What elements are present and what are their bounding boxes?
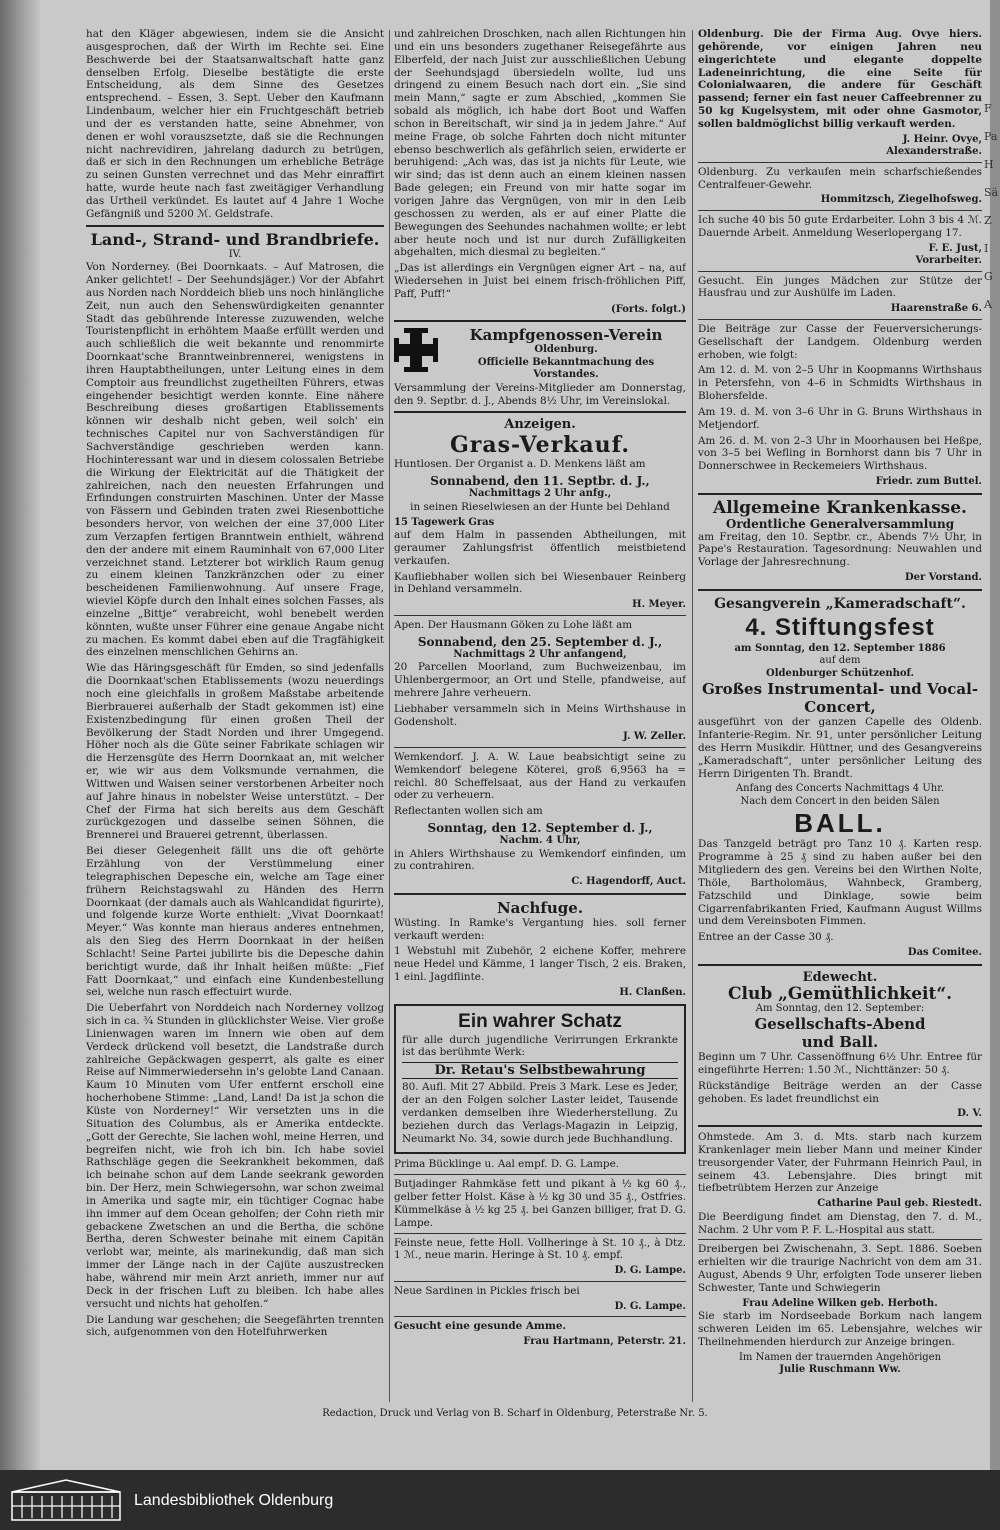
ad-text: Anfang des Concerts Nachmittags 4 Uhr. — [735, 783, 945, 795]
ad-headline: 4. Stiftungsfest — [745, 613, 935, 641]
ad-signature: F. E. Just, — [928, 242, 982, 254]
ad-date: Sonnabend, den 25. September d. J., — [417, 634, 663, 649]
ad-text: Am 19. d. M. von 3–6 Uhr in G. Bruns Wirthshaus in Metjendorf. — [698, 405, 982, 431]
library-building-icon — [10, 1478, 122, 1522]
ad-text: Am 26. d. M. von 2–3 Uhr in Moorhausen bei Heßpe, von 3–5 bei Wefling in Bornhorst dann bis 7 Uhr in Donnerschwee in Reckemeiers Wirthshaus. — [698, 434, 982, 473]
divider — [698, 1125, 982, 1127]
ad-text: Wüsting. In Ramke's Vergantung hies. soll ferner verkauft werden: — [394, 916, 686, 942]
divider — [698, 319, 982, 320]
divider — [698, 162, 982, 163]
imprint-line: Redaction, Druck und Verlag von B. Scharf in Oldenburg, Peterstraße Nr. 5. — [322, 1408, 708, 1419]
ad-text: Kaufliebhaber wollen sich bei Wiesenbauer Reinberg in Dehland versammeln. — [394, 570, 686, 596]
ad-text: Entree an der Casse 30 ₰. — [698, 931, 834, 944]
ad-signature: Alexanderstraße. — [886, 146, 982, 158]
ad-headline: und Ball. — [801, 1033, 879, 1052]
ad-text: Prima Bücklinge u. Aal empf. D. G. Lampe. — [394, 1158, 620, 1171]
ad-text: Wemkendorf. J. A. W. Laue beabsichtigt seine zu Wemkendorf belegene Köterei, groß 6,9563 ha = reichl. 80 Scheffelsaat, aus der Hand zu verkaufen oder zu verheuern. — [394, 750, 686, 802]
ad-signature: Der Vorstand. — [904, 572, 982, 584]
ad-time: Nachm. 4 Uhr, — [499, 835, 581, 847]
divider — [394, 1316, 686, 1317]
divider — [394, 747, 686, 748]
ad-text: Versammlung der Vereins-Mitglieder am Donnerstag, den 9. Septbr. d. J., Abends 8½ Uhr, im Vereinslokal. — [394, 381, 686, 407]
ad-signature: J. Heinr. Ovye, — [902, 133, 982, 145]
article-paragraph: Von Norderney. (Bei Doornkaats. – Auf Matrosen, die Anker gelichtet! – Der Seehundsjäger.) Vor der Abfahrt aus Norden nach Norddeich blieb uns noch hinlängliche Zeit, nun auch den Sehenswürdigkeiten genannter Stadt das gebührende Interesse zuzuwenden, welche Touristenpflicht in erhöhtem Maaße erfüllt werden und auch schließlich die weit bekannte und renommirte Doornkaat'sche Branntweinbrennerei, wenigstens in ihren Hauptabtheilungen, unter Leitung eines in dem Comptoir aus freundlichst zugetheilten Führers, etwas eingehender besichtigt werden konnte. Eine nähere Beschreibung dieses großartigen Etablissements können wir deshalb nicht geben, weil solch' ein technisches Capitel nur von Sachverständigen für Sachverständige geschrieben werden kann. Hochinteressant war und in diesem colossalen Betriebe die Wirkung der Elektricität auf die Thätigkeit der zahlreichen, nach den neuesten Erfahrungen und Erfindungen construirten Maschinen. Unter der Masse von Fässern und Gebinden traten zwei Riesenbottiche besonders hervor, von welchen der eine 37,000 Liter zum Verzapfen fertigen Branntwein enthielt, während den der andere mit einem Rauminhalt von 67,000 Liter verzeichnet stand. Letzterer bot wirklich Raum genug zu einem kleinen Tanzkränzchen oder zu einer bescheidenen Familienwohnung. Auf unsere Frage, wieviel Köpfe durch den Inhalt eines solchen Fasses, als einzelne „Bittje“ verabreicht, wohl benebelt werden könnten, wußte unser Führer eine genaue Angabe nicht zu machen. Es kommt dabei eben auf die Tragfähigkeit des einzelnen menschlichen Gehirns an. — [86, 261, 384, 659]
ad-date: Sonntag, den 12. September d. J., — [427, 821, 653, 836]
ad-text: Neue Sardinen in Pickles frisch bei — [394, 1284, 580, 1297]
ad-headline: Gesellschafts-Abend — [754, 1015, 926, 1034]
ad-signature: Julie Ruschmann Ww. — [779, 1364, 901, 1376]
ad-text: 20 Parcellen Moorland, zum Buchweizenbau, im Uhlenbergermoor, an Ort und Stelle, pfandweise, auf mehrere Jahre verheuern. — [394, 661, 686, 699]
ad-venue: Oldenburger Schützenhof. — [766, 667, 914, 679]
ad-signature: Friedr. zum Buttel. — [875, 476, 982, 488]
ad-text: Feinste neue, fette Holl. Vollheringe à St. 10 ₰., à Dtz. 1 ℳ., neue marin. Heringe à St. 10 ₰. empf. — [394, 1236, 686, 1262]
ad-text: in Ahlers Wirthshause zu Wemkendorf einfinden, um zu contrahiren. — [394, 847, 686, 873]
article-paragraph: hat den Kläger abgewiesen, indem sie die Ansicht ausgesprochen, daß der Wirth im Rechte sei. Eine Beschwerde bei der Staatsanwaltschaft hatte ganz denselben Erfolg. Dieselbe bestätigte die erste Entscheidung, als dem Sinne des Gesetzes entsprechend. – Essen, 3. Sept. Ueber den Kaufmann Lindenbaum, welcher hier ein Fruchtgeschäft betrieb und der es verstanden hatte, seine Abnehmer, von denen er wohl vorauszsetzte, daß sie die Rechnungen nicht nachrevidiren, jahrelang dadurch zu betrügen, daß er sich in den Rechnungen um erhebliche Beträge zu seinen Gunsten verrechnet und das Mehr einraffirt hatte, wurde heute nach fast zweitägiger Verhandlung das Urtheil verkündet. Es lautet auf 4 Jahre 1 Woche Gefängniß und 5200 ℳ. Geldstrafe. — [86, 28, 384, 220]
death-notice: Ohmstede. Am 3. d. Mts. starb nach kurzem Krankenlager mein lieber Mann und meiner Kinder treusorgender Vater, der Fuhrmann Heinrich Paul, in seinem 43. Lebensjahre. Dies bringt mit tiefbetrübtem Herzen zur Anzeige — [698, 1130, 982, 1195]
continuation-note: (Forts. folgt.) — [610, 303, 686, 315]
ad-text: Beginn um 7 Uhr. Cassenöffnung 6½ Uhr. Entree für eingeführte Herren: 1.50 ℳ., Nichttänzer: 50 ₰. — [698, 1051, 982, 1076]
ad-text: Huntlosen. Der Organist a. D. Menkens läßt am — [394, 458, 646, 471]
ad-text: am Freitag, den 10. Septbr. cr., Abends 7½ Uhr, in Pape's Restauration. Tagesordnung: Neuwahlen und Vorlage der Jahresrechnung. — [698, 530, 982, 569]
divider — [698, 589, 982, 591]
ad-text: ausgeführt von der ganzen Capelle des Oldenb. Infanterie-Regim. Nr. 91, unter persönlicher Leitung des Herrn Musikdir. Hüttner, und des Gesangvereins „Kameradschaft“, unter persönlicher Leitung des Herrn Dirigenten Th. Brandt. — [698, 716, 982, 780]
ad-time: Nachmittags 2 Uhr anfangend, — [453, 648, 627, 660]
article-paragraph: „Das ist allerdings ein Vergnügen eigner Art – na, auf Wiedersehen in Juist bei einem frisch-fröhlichen Piff, Paff, Puff!“ — [394, 262, 686, 300]
ad-text: Apen. Der Hausmann Göken zu Lohe läßt am — [394, 618, 633, 631]
book-title: Dr. Retau's Selbstbewahrung — [402, 1062, 678, 1079]
column-right — [698, 28, 982, 1406]
divider — [698, 210, 982, 211]
ad-time: Nachmittags 2 Uhr anfg., — [468, 488, 612, 500]
death-notice: Dreibergen bei Zwischenahn, 3. Sept. 1886. Soeben erhielten wir die traurige Nachricht von dem am 31. August, Abends 9 Uhr, erfolgten Tode unserer lieben Schwester, Tante und Schwiegerin — [698, 1243, 982, 1294]
ad-signature: Haarenstraße 6. — [890, 303, 982, 315]
section-heading: Land-, Strand- und Brandbriefe. — [90, 229, 380, 249]
ad-signature: H. Clanßen. — [619, 987, 686, 998]
ad-headline: Gesangverein „Kameradschaft“. — [714, 595, 966, 612]
ad-signature: D. V. — [957, 1108, 982, 1120]
section-heading: Anzeigen. — [504, 417, 576, 433]
ad-city: Edewecht. — [802, 969, 878, 985]
ad-text: auf dem Halm in passenden Abtheilungen, mit geraumer Zahlungsfrist öffentlich meistbietend verkaufen. — [394, 529, 686, 567]
ad-text: Das Tanzgeld beträgt pro Tanz 10 ₰. Karten resp. Programme à 25 ₰ sind zu haben außer bei den Mitgliedern des gen. Vereins bei den Wirthen Nolte, Thöle, Bartholomäus, Wahnbeck, Gramberg, Fatzschild und Dinklage, sowie beim Cigarrenfabrikanten Fried, Kaufmann August Willms und dem Vereinsboten Fimmen. — [698, 838, 982, 928]
ad-signature: J. W. Zeller. — [622, 731, 686, 743]
ad-signature: Vorarbeiter. — [915, 255, 982, 267]
ad-text: Oldenburg. Die der Firma Aug. Ovye hiers. gehörende, vor einigen Jahren neu eingerichtete und elegante doppelte Ladeneinrichtung, die eine Seite für Colonialwaaren, die andere für Geschäft passend; ferner ein fast neuer Caffeebrenner zu 50 kg Kugelsystem, mit oder ohne Gasmotor, sollen baldmöglichst billig verkauft werden. — [698, 28, 982, 130]
ad-headline: Ein wahrer Schatz — [458, 1010, 622, 1032]
divider — [698, 493, 982, 495]
death-notice-name: Frau Adeline Wilken geb. Herboth. — [742, 1297, 938, 1309]
ad-text: 1 Webstuhl mit Zubehör, 2 eichene Koffer, mehrere neue Hedel und Kämme, 1 langer Tisch, 2 eis. Braken, 1 einl. Jagdflinte. — [394, 945, 686, 984]
ad-headline: Gras-Verkauf. — [449, 432, 631, 459]
next-page-edge-text: F Pa H Sä Z I G A — [984, 102, 999, 311]
column-left — [86, 28, 384, 1406]
ad-signature: Frau Hartmann, Peterstr. 21. — [523, 1336, 686, 1347]
death-notice: Im Namen der trauernden Angehörigen — [738, 1351, 942, 1363]
library-name[interactable]: Landesbibliothek Oldenburg — [134, 1492, 334, 1509]
ad-text: in seinen Rieselwiesen an der Hunte bei Dehland — [410, 500, 670, 513]
ad-text: Ich suche 40 bis 50 gute Erdarbeiter. Lohn 3 bis 4 ℳ. Dauernde Arbeit. Anmeldung Weserlopergang 17. — [698, 213, 982, 239]
ad-headline: Club „Gemüthlichkeit“. — [727, 983, 953, 1004]
article-paragraph: Wie das Häringsgeschäft für Emden, so sind jedenfalls die Doornkaat'schen Etablissements (wozu neuerdings noch eine gleichfalls in großem Maßstabe arbeitende Bierbrauerei außerhalb der Stadt gekommen ist) eine Existenzbedingung für einen großen Theil der Bevölkerung der Stadt Norden und ihrer Umgegend. Höher noch als die Güte seiner Fabrikate schlagen wir die Herzensgüte des Herrn Doornkaat an, mit welcher er, wie wir aus dem Volksmunde vernahmen, die Wittwen und Waisen seiner verstorbenen Arbeiter noch auf Jahre hinaus in nobelster Weise unterstützt. – Der Chef der Firma hat sich bereits aus dem Geschäft zurückgezogen und dasselbe seinen Söhnen, die Brennerei und Brauerei getrennt, überlassen. — [86, 662, 384, 842]
ad-headline: BALL. — [794, 808, 886, 839]
ad-headline: Nachfuge. — [496, 898, 584, 917]
ad-signature: Catharine Paul geb. Riestedt. — [817, 1198, 982, 1210]
ad-text: Oldenburg. Zu verkaufen mein scharfschießendes Centralfeuer-Gewehr. — [698, 165, 982, 191]
divider — [86, 225, 384, 227]
divider — [698, 1239, 982, 1240]
ad-text: Gesucht. Ein junges Mädchen zur Stütze der Hausfrau und zur Aushülfe im Laden. — [698, 274, 982, 300]
iron-cross-icon — [394, 328, 438, 372]
ad-signature: Hommitzsch, Ziegelhofsweg. — [820, 194, 982, 206]
column-rule — [692, 30, 693, 1402]
article-paragraph: Bei dieser Gelegenheit fällt uns die oft gehörte Erzählung von der Verstümmelung einer telegraphischen Depesche ein, welche am Tage einer frühern Reichstagswahl zu Händen des Herrn Doornkaat (der damals auch als Wahlcandidat figurirte), und folgende kurze Worte enthielt: „Vivat Doornkaat! Meyer.“ Was konnte man hieraus anderes entnehmen, als den Sieg des Herrn Doornkaat in der heißen Schlacht! Seine Partei jubilirte bis die Depesche dahin berichtigt wurde, daß ihr Inhalt heißen müßte: „Fief Fatt Doornkaat,“ und einfach eine Kundenbestellung sei, welche nun rasch effectuirt wurde. — [86, 845, 384, 999]
ad-text: Am 12. d. M. von 2–5 Uhr in Koopmanns Wirthshaus in Petersfehn, von 4–6 in Schmidts Wirthshaus in Blohersfelde. — [698, 364, 982, 403]
divider — [394, 320, 686, 322]
column-middle — [394, 28, 686, 1406]
divider — [394, 1233, 686, 1234]
ad-kampfgenossen — [394, 326, 686, 407]
ad-text: Nach dem Concert in den beiden Sälen — [740, 795, 940, 807]
ad-title: Kampfgenossen-Verein — [469, 326, 663, 345]
ad-signature: H. Meyer. — [632, 599, 686, 611]
ad-date: Am Sonntag, den 12. September: — [755, 1002, 925, 1014]
ad-text: Liebhaber versammeln sich in Meins Wirthshause in Godensholt. — [394, 702, 686, 728]
divider — [394, 615, 686, 616]
ad-text: 80. Aufl. Mit 27 Abbild. Preis 3 Mark. Lese es Jeder, der an den Folgen solcher Laster leidet, Tausende verdanken demselben ihre Wiederherstellung. Zu beziehen durch das Verlags-Magazin in Leipzig, Neumarkt No. 34, sowie durch jede Buchhandlung. — [402, 1081, 678, 1145]
article-paragraph: Die Landung war geschehen; die Seegefährten trennten sich, aufgenommen von den Hotelfuhrwerken — [86, 1313, 384, 1339]
section-number: IV. — [228, 248, 242, 260]
ad-text: auf dem — [819, 655, 861, 667]
ad-date: Sonnabend, den 11. Septbr. d. J., — [430, 474, 650, 489]
ad-highlight: 15 Tagewerk Gras — [394, 516, 495, 528]
article-paragraph: und zahlreichen Droschken, nach allen Richtungen hin und ein uns besonders zugethaner Reisegefährte aus Elberfeld, der nach Juist zur ausschließlichen Uebung der Seehundsjagd übersiedeln wollte, lud uns dringend zu einem Besuch nach dort ein. „Sie sind mein Mann,“ sagte er zum Abschied, „kommen Sie sobald als möglich, ich habe dort Boot und Waffen schon in Bereitschaft, wir sind ja in jedem Jahre.“ Auf meine Frage, ob solche Fahrten doch nicht mitunter ebenso beschwerlich als gefährlich seien, erwiderte er beruhigend: „Ach was, das ist ja nichts für Leute, wie wir sind; das ist denn auch an einem kleinen nassen Bade gelegen; ein Freund von mir hatte sogar im vorigen Jahre das Vergnügen, von mir in den Leib geschossen zu werden, als er auf einer Platte die Bewegungen des Seehundes nachahmen wollte; er lebt aber heute noch und ist nur durch Zufälligkeiten abgehalten, mich diesmal zu begleiten.“ — [394, 28, 686, 259]
ad-subtitle: Officielle Bekanntmachung des Vorstandes. — [477, 356, 655, 381]
divider — [394, 893, 686, 895]
divider — [698, 271, 982, 272]
divider — [394, 411, 686, 413]
ad-date: am Sonntag, den 12. September 1886 — [734, 642, 946, 654]
ad-box-schatz — [394, 1004, 686, 1155]
ad-headline: Allgemeine Krankenkasse. — [713, 497, 967, 518]
death-notice: Die Beerdigung findet am Dienstag, den 7. d. M., Nachm. 2 Uhr vom P. F. L.-Hospital aus statt. — [698, 1210, 982, 1236]
ad-text: Die Beiträge zur Casse der Feuerversicherungs-Gesellschaft der Landgem. Oldenburg werden erhoben, wie folgt: — [698, 322, 982, 361]
ad-signature: D. G. Lampe. — [614, 1265, 686, 1277]
ad-text: für alle durch jugendliche Verirrungen Erkrankte ist das berühmte Werk: — [402, 1033, 678, 1059]
ad-text: Gesucht eine gesunde Amme. — [394, 1320, 567, 1333]
ad-signature: Das Comitee. — [907, 947, 982, 959]
book-spine — [0, 0, 40, 1470]
divider — [394, 1281, 686, 1282]
ad-signature: D. G. Lampe. — [614, 1300, 686, 1312]
article-paragraph: Die Ueberfahrt von Norddeich nach Norderney vollzog sich in ca. ¾ Stunden in glücklichster Weise. Vier große Linienwagen waren im Innern wie oben auf dem Verdeck drückend voll besetzt, die Landstraße durch zahlreiche Gepäckwagen gesperrt, als galte es einer Reise auf Nimmerwiedersehn in's gelobte Land Canaan. Kaum 10 Minuten vom Ufer entfernt erscholl eine hocherhobene Stimme: „Land, Land! Da ist ja schon die Küste von Norderney!“ Wir versetzten uns in die Situation des Columbus, als er Amerika entdeckte. „Gott der Gerechte, Sie lachen wohl, meine Herren, und begreifen nicht, wie froh ich bin. Ich habe soviel Rathschläge gegen die Seekrankheit bekommen, daß ich beinahe schon auf dem Lande seekrank geworden bin. Der Herz, mein Schwiegersohn, war schon zweimal in Amerika und sagte mir, ein tüchtiger Cognac habe ihn immer auf dem Ocean geholfen; der Cohn rieth mir gebackene Zwetschen an und die Bertha, die schöne Bertha, deren Schwester beinahe mit einem Capitän verlobt war, meinte, als marinekundig, daß man sich immer der Länge nach in der Cajüte auszustrecken habe, während mir mein Arzt anrieth, immer nur auf Deck in der frischen Luft zu bleiben. Ich habe alles versucht und nichts hat geholfen.“ — [86, 1002, 384, 1310]
column-rule — [389, 30, 390, 1402]
ad-text: Rückständige Beiträge werden an der Casse gehoben. Es ladet freundlichst ein — [698, 1079, 982, 1105]
ad-signature: C. Hagendorff, Auct. — [571, 876, 686, 888]
divider — [394, 1174, 686, 1175]
ad-text: Butjadinger Rahmkäse fett und pikant à ½ kg 60 ₰., gelber fetter Holst. Käse à ½ kg 30 und 35 ₰., Ostfries. Kümmelkäse à ½ kg 25 ₰. bei Ganzen billiger, frat D. G. Lampe. — [394, 1178, 686, 1229]
divider — [698, 964, 982, 966]
ad-headline: Großes Instrumental- und Vocal-Concert, — [701, 680, 979, 717]
ad-text: Reflectanten wollen sich am — [394, 805, 543, 818]
ad-subheading: Ordentliche Generalversammlung — [725, 516, 955, 531]
ad-city: Oldenburg. — [534, 344, 598, 356]
death-notice: Sie starb im Nordseebade Borkum nach langem schweren Leiden im 65. Lebensjahre, welches wir Theilnehmenden hierdurch zur Anzeige bringen. — [698, 1310, 982, 1348]
